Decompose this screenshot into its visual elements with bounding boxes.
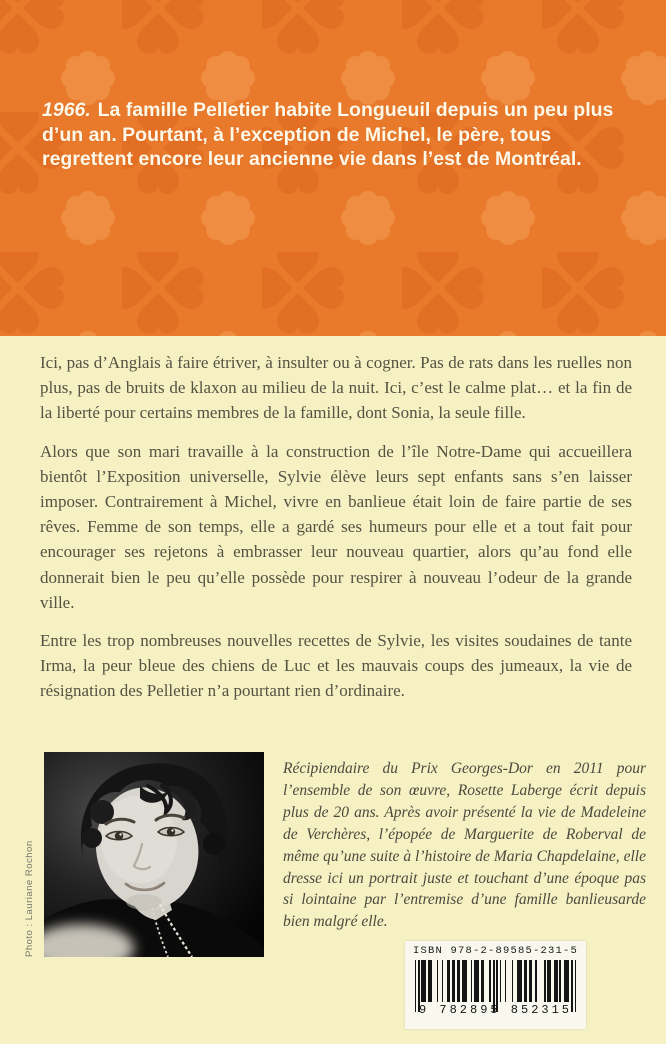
intro-year: 1966. (42, 99, 91, 121)
isbn-label: ISBN 978-2-89585-231-5 (412, 945, 579, 957)
synopsis-paragraph-3: Entre les trop nombreuses nouvelles recettes de Sylvie, les visites soudaines de tante Irma, la peur bleue des chiens de Luc et les mauvais coups des jumeaux, la vie de résignation des Pelletier n’a pourtant rien d’ordinaire. (40, 631, 632, 701)
author-photo (44, 752, 264, 957)
synopsis (40, 350, 632, 717)
photo-credit: Photo : Lauriane Rochon (24, 840, 35, 957)
synopsis-paragraph-2: Alors que son mari travaille à la construction de l’île Notre-Dame qui accueillera bientôt l’Exposition universelle, Sylvie élève leurs sept enfants sans s’en laisser imposer. Contrairement à Michel, vivre en banlieue était loin de faire partie de ses rêves. Femme de son temps, elle a gardé ses humeurs pour elle et a tout fait pour encourager ses rejetons à embrasser leur nouveau quartier, alors qu’au fond elle donnerait bien le peu qu’elle possède pour respirer à nouveau l’odeur de la grande ville. (40, 441, 632, 612)
barcode-digits: 9 782895 852315 (418, 1003, 573, 1017)
barcode-panel (405, 941, 586, 1029)
synopsis-paragraph-1: Ici, pas d’Anglais à faire étriver, à insulter ou à cogner. Pas de rats dans les ruelles non plus, pas de bruits de klaxon au milieu de la nuit. Ici, c’est le calme plat… et la fin de la liberté pour certains membres de la famille, dont Sonia, la seule fille. (40, 353, 632, 423)
intro-text (42, 98, 638, 172)
intro-body: La famille Pelletier habite Longueuil depuis un peu plus d’un an. Pourtant, à l’exception de Michel, le père, tous regrettent encore leur ancienne vie dans l’est de Montréal. (42, 99, 614, 171)
header-banner (0, 0, 666, 336)
author-bio: Récipiendaire du Prix Georges-Dor en 2011 pour l’ensemble de son œuvre, Rosette Laberge écrit depuis plus de 20 ans. Après avoir présenté la vie de Madeleine de Verchères, l’épopée de Marguerite de Roberval de même qu’une suite à l’histoire de Maria Chapdelaine, elle dresse ici un portrait juste et touchant d’une époque pas si lointaine par l’entremise d’une famille banlieusarde bien malgré elle. (283, 760, 646, 931)
author-portrait-illustration (44, 752, 264, 957)
